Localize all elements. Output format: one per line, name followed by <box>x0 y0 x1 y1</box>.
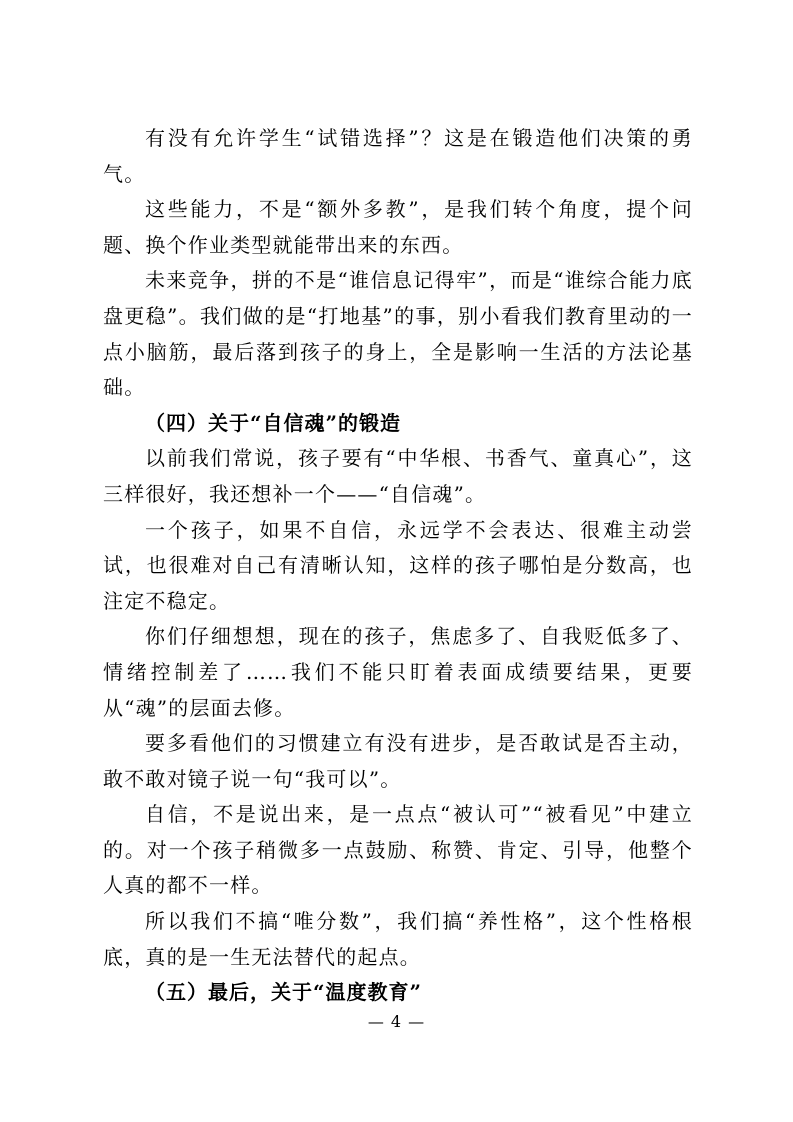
paragraph-unconfident-child: 一个孩子，如果不自信，永远学不会表达、很难主动尝试，也很难对自己有清晰认知，这样的孩子哪怕是分数高，也注定不稳定。 <box>103 517 693 613</box>
page-number: — 4 — <box>367 1012 426 1031</box>
document-body <box>103 121 693 1011</box>
paragraph-trial-and-error: 有没有允许学生“试错选择”？这是在锻造他们决策的勇气。 <box>103 126 693 186</box>
paragraph-confidence-soul: 以前我们常说，孩子要有“中华根、书香气、童真心”，这三样很好，我还想补一个——“自信魂”。 <box>103 446 693 506</box>
paragraph-future-competition: 未来竞争，拼的不是“谁信息记得牢”，而是“谁综合能力底盘更稳”。我们做的是“打地基”的事，别小看我们教育里动的一点小脑筋，最后落到孩子的身上，全是影响一生活的方法论基础。 <box>103 268 693 400</box>
paragraph-character: 所以我们不搞“唯分数”，我们搞“养性格”，这个性格根底，真的是一生无法替代的起点。 <box>103 909 693 969</box>
paragraph-habits: 要多看他们的习惯建立有没有进步，是否敢试是否主动，敢不敢对镜子说一句“我可以”。 <box>103 731 693 791</box>
paragraph-anxiety: 你们仔细想想，现在的孩子，焦虑多了、自我贬低多了、情绪控制差了……我们不能只盯着表面成绩要结果，更要从“魂”的层面去修。 <box>103 624 693 720</box>
paragraph-recognition: 自信，不是说出来，是一点点“被认可”“被看见”中建立的。对一个孩子稍微多一点鼓励、称赞、肯定、引导，他整个人真的都不一样。 <box>103 802 693 898</box>
section-heading-warmth: （五）最后，关于“温度教育” <box>145 980 423 1005</box>
paragraph-abilities: 这些能力，不是“额外多教”，是我们转个角度，提个问题、换个作业类型就能带出来的东西。 <box>103 197 693 257</box>
section-heading-confidence: （四）关于“自信魂”的锻造 <box>145 410 402 435</box>
